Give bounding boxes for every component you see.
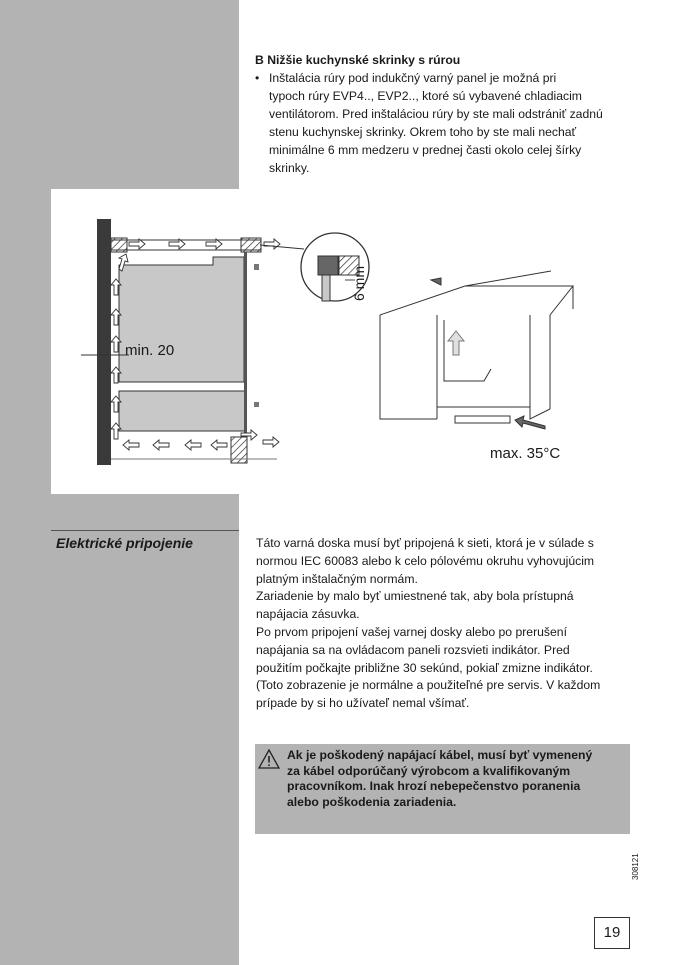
section-b-bullet bbox=[255, 69, 645, 177]
installation-figure bbox=[51, 189, 632, 494]
knob-bottom bbox=[254, 402, 259, 407]
bullet-mark: • bbox=[255, 71, 260, 85]
cabinet-divider-right bbox=[530, 315, 550, 419]
back-edge bbox=[465, 271, 551, 286]
rear-wall bbox=[97, 219, 111, 465]
section-b-line: stenu kuchynskej skrinky. Okrem toho by ste mali nechať bbox=[269, 125, 577, 139]
cabinet-cross-section bbox=[81, 219, 277, 465]
detail-panel bbox=[322, 275, 330, 301]
worktop-hatch-right bbox=[241, 238, 261, 252]
body-line: prípade by si ho užívateľ nemal všímať. bbox=[256, 696, 470, 711]
airflow-arrow-bottom bbox=[123, 440, 139, 450]
warning-line: pracovníkom. Inak hrozí nebepečenstvo poranenia bbox=[287, 779, 581, 794]
section-b-line: typoch rúry EVP4.., EVP2.., ktoré sú vybavené chladiacim bbox=[269, 89, 582, 103]
detail-leader bbox=[260, 245, 304, 249]
air-up-arrow bbox=[448, 331, 464, 355]
perspective-drawing bbox=[380, 271, 573, 423]
page-number: 19 bbox=[594, 917, 630, 949]
min-clearance-label: min. 20 bbox=[125, 342, 175, 359]
body-line: Táto varná doska musí byť pripojená k sieti, ktorá je v súlade s bbox=[256, 536, 594, 550]
warning-box bbox=[255, 744, 630, 834]
warning-line: za kábel odporúčaný výrobcom a kvalifikovaným bbox=[287, 763, 571, 778]
air-out-arrow bbox=[431, 278, 441, 285]
airflow-arrow-bottom bbox=[185, 440, 201, 450]
cabinet-left bbox=[380, 315, 437, 419]
knob-top bbox=[254, 264, 259, 270]
electrical-title: Elektrické pripojenie bbox=[56, 535, 193, 551]
body-line: Zariadenie by malo byť umiestnené tak, aby bola prístupná bbox=[256, 589, 574, 604]
warning-line: alebo poškodenia zariadenia. bbox=[287, 794, 457, 809]
section-b-line: ventilátorom. Pred inštaláciou rúry by ste mali odstrániť zadnú bbox=[269, 107, 603, 121]
body-line: napájacia zásuvka. bbox=[256, 607, 360, 622]
warning-line: Ak je poškodený napájací kábel, musí byť vymenený bbox=[287, 748, 593, 762]
body-line: použitím počkajte približne 30 sekúnd, pokiaľ zmizne indikátor. bbox=[256, 660, 593, 675]
installation-diagram bbox=[51, 189, 632, 494]
section-b-line: skrinky. bbox=[269, 161, 310, 175]
section-b-line: Inštalácia rúry pod indukčný varný panel je možná pri bbox=[269, 71, 557, 85]
section-b bbox=[255, 51, 645, 177]
front-panel bbox=[244, 252, 247, 436]
oven-body bbox=[119, 391, 245, 431]
body-line: normou IEC 60083 alebo k celo pólovému okruhu vyhovujúcim bbox=[256, 553, 595, 568]
plinth-vent bbox=[455, 416, 510, 423]
airflow-arrow-top bbox=[264, 239, 280, 249]
airflow-arrow-bottom bbox=[211, 440, 227, 450]
airflow-arrow-bottom bbox=[153, 440, 169, 450]
electrical-body bbox=[256, 535, 636, 713]
max-temp-label: max. 35°C bbox=[490, 445, 561, 462]
body-line: (Toto zobrazenie je normálne a použiteľné pre servis. V každom bbox=[256, 678, 601, 693]
document-code: 308121 bbox=[631, 853, 640, 880]
warning-triangle-icon bbox=[258, 749, 280, 769]
body-line: napájania sa na ovládacom paneli rozsvieti indikátor. Pred bbox=[256, 642, 570, 657]
gap-label: 6 mm bbox=[351, 266, 367, 301]
airflow-arrow-out bbox=[263, 437, 279, 447]
worktop-outline bbox=[380, 286, 573, 315]
section-b-line: minimálne 6 mm medzeru v prednej časti okolo celej šírky bbox=[269, 143, 582, 157]
worktop-hatch-left bbox=[111, 238, 127, 252]
section-b-bullet-text bbox=[269, 69, 645, 177]
body-line: platným inštalačným normám. bbox=[256, 571, 418, 586]
section-divider bbox=[51, 530, 239, 531]
detail-worktop-edge bbox=[318, 256, 338, 275]
warning-text bbox=[287, 748, 622, 810]
section-b-heading: B Nižšie kuchynské skrinky s rúrou bbox=[255, 53, 461, 67]
oven-inner bbox=[444, 320, 491, 381]
hob-body bbox=[119, 257, 244, 382]
body-line: Po prvom pripojení vašej varnej dosky alebo po prerušení bbox=[256, 624, 567, 639]
